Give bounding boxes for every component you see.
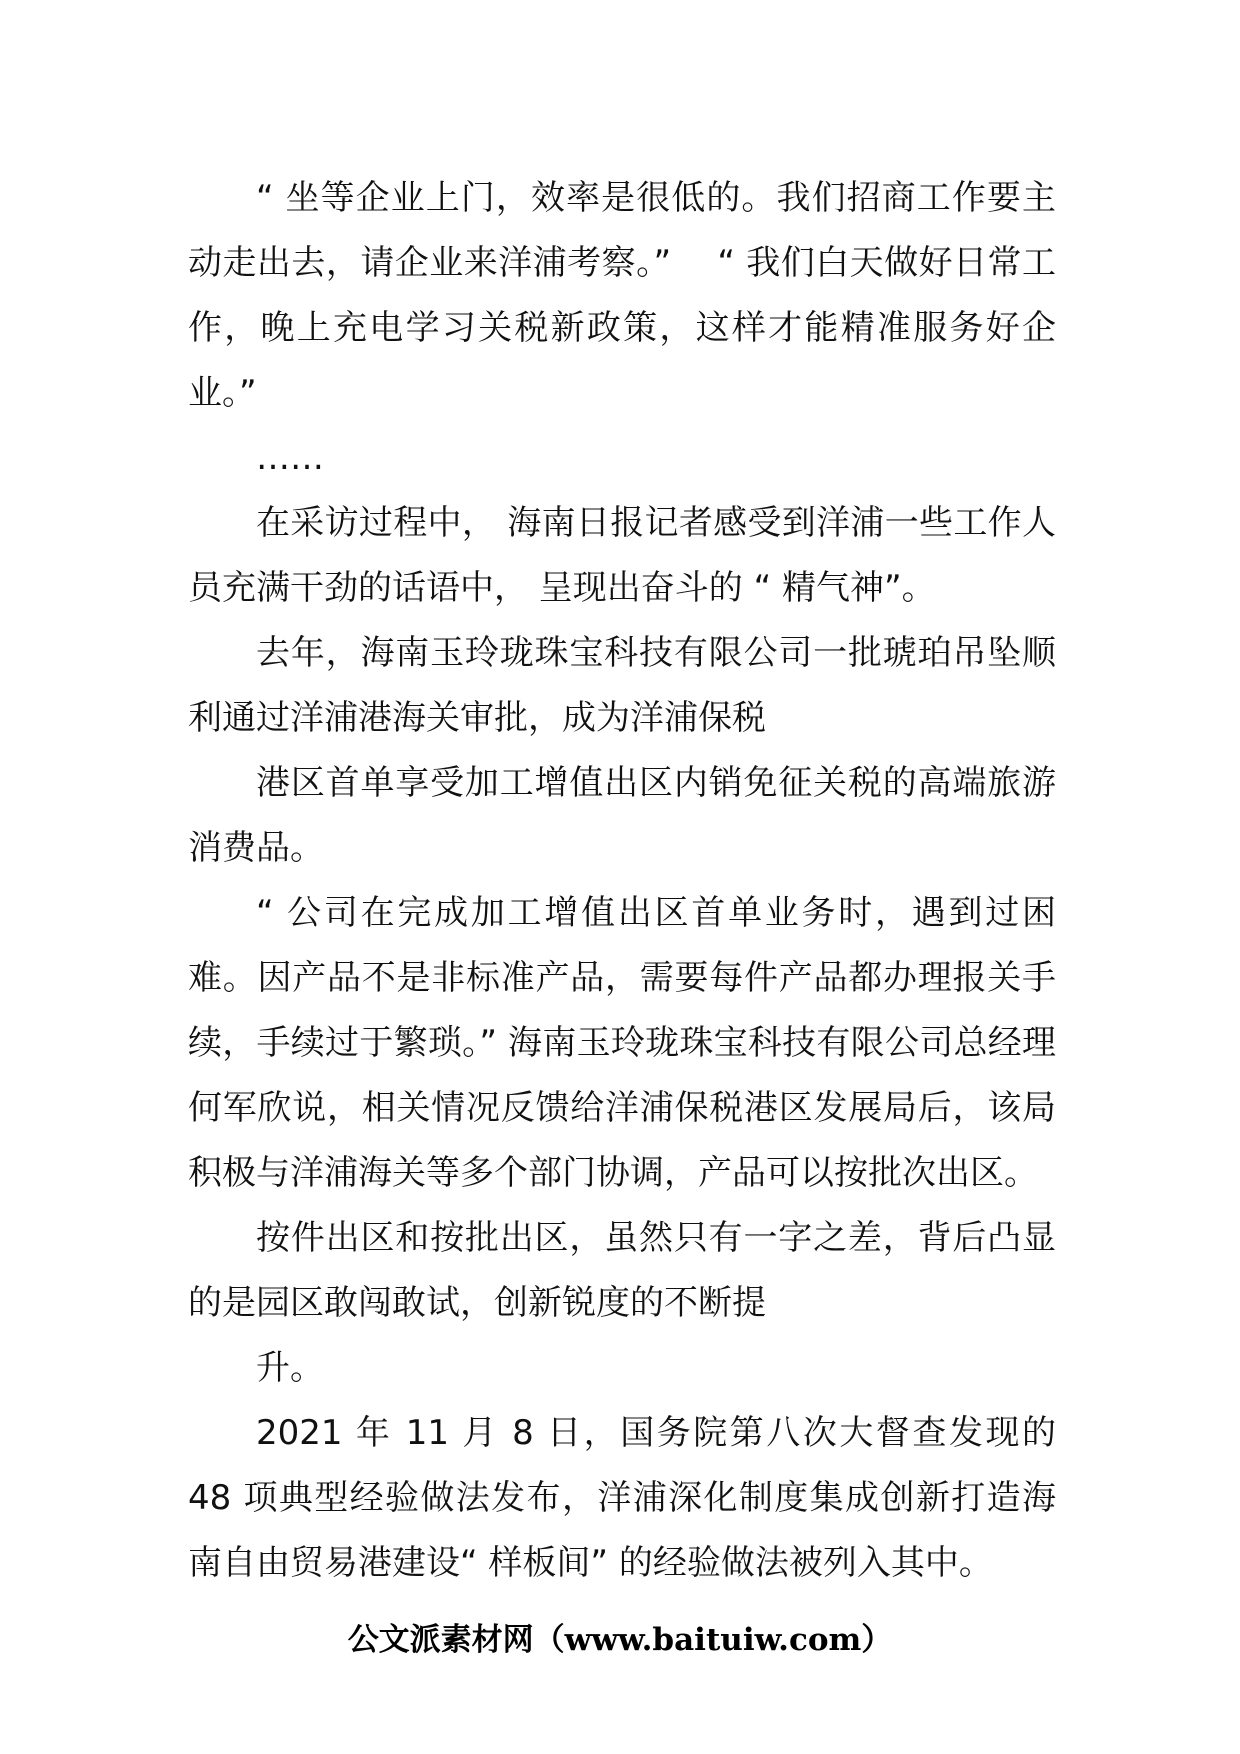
paragraph-last-year: 去年，海南玉玲珑珠宝科技有限公司一批琥珀吊坠顺利通过洋浦港海关审批，成为洋浦保税	[188, 633, 1056, 738]
paragraph-batch-export: 按件出区和按批出区，虽然只有一字之差，背后凸显的是园区敢闯敢试，创新锐度的不断提	[188, 1218, 1056, 1323]
paragraph-interview: 在采访过程中， 海南日报记者感受到洋浦一些工作人员充满干劲的话语中， 呈现出奋斗的 “ 精气神”。	[188, 503, 1056, 608]
document-body	[188, 166, 1056, 1596]
paragraph-quotes: “ 坐等企业上门，效率是很低的。我们招商工作要主动走出去，请企业来洋浦考察。” “ 我们白天做好日常工作，晚上充电学习关税新政策，这样才能精准服务好企业。”	[188, 178, 1056, 413]
paragraph-2021: 2021 年 11 月 8 日，国务院第八次大督查发现的 48 项典型经验做法发布，洋浦深化制度集成创新打造海南自由贸易港建设“ 样板间” 的经验做法被列入其中。	[188, 1413, 1056, 1583]
paragraph-bonded-zone: 港区首单享受加工增值出区内销免征关税的高端旅游消费品。	[188, 763, 1056, 868]
paragraph-ellipsis: ……	[256, 438, 324, 478]
paragraph-rise: 升。	[256, 1348, 324, 1388]
footer-watermark: 公文派素材网（www.baituiw.com）	[347, 1622, 893, 1658]
paragraph-company-quote: “ 公司在完成加工增值出区首单业务时，遇到过困难。因产品不是非标准产品，需要每件产品都办理报关手续，手续过于繁琐。” 海南玉玲珑珠宝科技有限公司总经理何军欣说，相关情况反馈给洋浦保税港区发展局后，该局积极与洋浦海关等多个部门协调，产品可以按批次出区。	[188, 893, 1056, 1193]
